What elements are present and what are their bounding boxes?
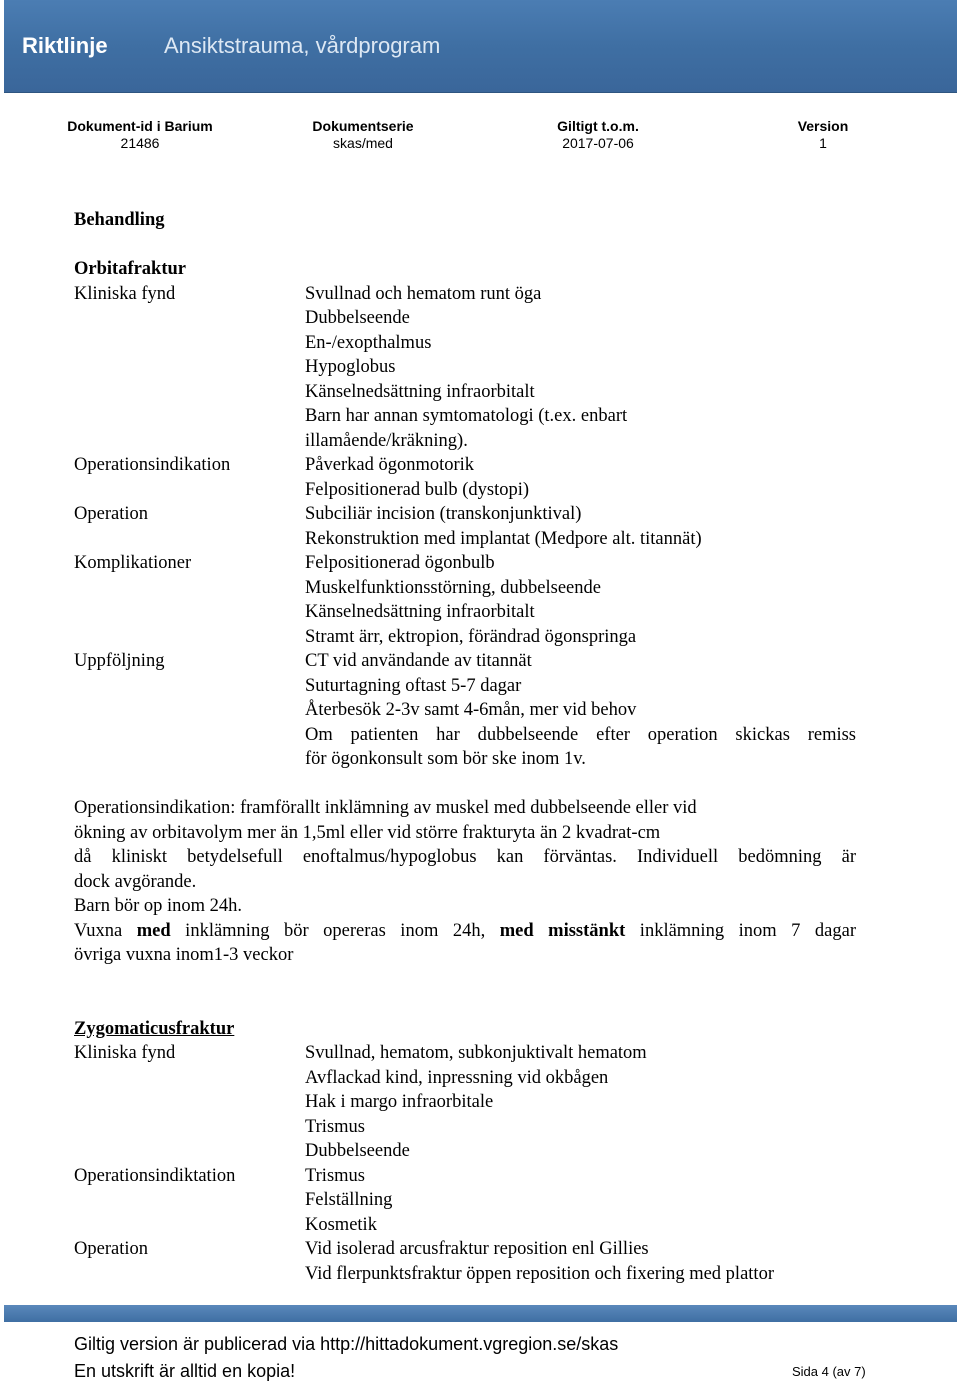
row-label: Operationsindiktation	[74, 1165, 236, 1186]
zygoma-table	[74, 1041, 856, 1286]
value-line: Trismus	[305, 1165, 365, 1186]
row-values	[305, 453, 856, 502]
value-line: Kosmetik	[305, 1214, 377, 1235]
meta-version: Version 1	[797, 118, 849, 151]
value-line: Felpositionerad bulb (dystopi)	[305, 479, 530, 500]
footer-copy-note: En utskrift är alltid en kopia!	[74, 1361, 296, 1381]
row-values	[305, 1164, 856, 1238]
value-line: Subciliär incision (transkonjunktival)	[305, 504, 582, 524]
value-line: Avflackad kind, inpressning vid okbågen	[305, 1067, 609, 1088]
document-body	[74, 208, 856, 1286]
table-row	[74, 1041, 856, 1164]
value-line: Svullnad, hematom, subkonjuktivalt hematom	[305, 1043, 647, 1063]
zygoma-title: Zygomaticusfraktur	[74, 1018, 235, 1039]
value-line: Vid isolerad arcusfraktur reposition enl Gillies	[305, 1239, 649, 1259]
value-line: Svullnad och hematom runt öga	[305, 283, 542, 304]
value-line: Känselnedsättning infraorbitalt	[305, 381, 535, 402]
row-values	[305, 502, 856, 551]
row-label: Komplikationer	[74, 553, 192, 573]
page-number: Sida 4 (av 7)	[792, 1364, 866, 1379]
table-row	[74, 1164, 856, 1238]
section-title: Behandling	[74, 210, 165, 230]
table-row	[74, 453, 856, 502]
row-label: Operation	[74, 504, 148, 524]
value-line: illamående/kräkning).	[305, 430, 468, 451]
footer-bar	[4, 1305, 957, 1322]
value-line: Rekonstruktion med implantat (Medpore alt. titannät)	[305, 528, 702, 549]
value-line: Dubbelseende	[305, 308, 410, 328]
value-line: Barn har annan symtomatologi (t.ex. enbart	[305, 406, 628, 426]
table-row	[74, 1237, 856, 1286]
value-line: Hak i margo infraorbitale	[305, 1092, 494, 1112]
value-line: Vid flerpunktsfraktur öppen reposition och fixering med plattor	[305, 1263, 774, 1284]
row-label: Operation	[74, 1239, 148, 1259]
value-line: Stramt ärr, ektropion, förändrad ögonspringa	[305, 626, 637, 647]
value-line: för ögonkonsult som bör ske inom 1v.	[305, 749, 586, 769]
value-line: Muskelfunktionsstörning, dubbelseende	[305, 577, 601, 598]
document-title: Ansiktstrauma, vårdprogram	[164, 33, 441, 58]
table-row	[74, 649, 856, 772]
footer-link-text: Giltig version är publicerad via http://hittadokument.vgregion.se/skas	[74, 1334, 619, 1354]
row-values	[305, 282, 856, 454]
meta-document-series: Dokumentserie skas/med	[312, 118, 414, 151]
row-values	[305, 551, 856, 649]
value-line: Trismus	[305, 1116, 365, 1137]
value-line: Felpositionerad ögonbulb	[305, 553, 495, 573]
value-line: Suturtagning oftast 5-7 dagar	[305, 675, 522, 696]
row-label: Kliniska fynd	[74, 283, 176, 304]
document-type: Riktlinje	[22, 33, 108, 58]
value-line: Om patienten har dubbelseende efter operation skickas remiss	[305, 724, 856, 745]
value-line: En-/exopthalmus	[305, 332, 432, 353]
value-line: Påverkad ögonmotorik	[305, 455, 475, 475]
table-row	[74, 282, 856, 454]
value-line: Återbesök 2-3v samt 4-6mån, mer vid behov	[305, 700, 637, 720]
value-line: Felställning	[305, 1190, 393, 1210]
value-line: Dubbelseende	[305, 1141, 410, 1161]
table-row	[74, 551, 856, 649]
row-label: Operationsindikation	[74, 455, 231, 475]
meta-document-id: Dokument-id i Barium 21486	[67, 118, 213, 151]
orbita-table	[74, 282, 856, 772]
table-row	[74, 502, 856, 551]
value-line: Hypoglobus	[305, 357, 396, 377]
orbita-title: Orbitafraktur	[74, 259, 187, 279]
value-line: CT vid användande av titannät	[305, 651, 532, 671]
row-label: Kliniska fynd	[74, 1043, 176, 1063]
row-values	[305, 1041, 856, 1164]
header-banner	[4, 0, 957, 93]
row-label: Uppföljning	[74, 651, 165, 671]
row-values	[305, 649, 856, 772]
value-line: Känselnedsättning infraorbitalt	[305, 602, 535, 622]
indication-paragraph: Operationsindikation: framförallt inklämning av muskel med dubbelseende eller vid ökning av orbitavolym mer än 1,5ml eller vid större frakturyta än 2 kvadrat-cm då kliniskt betydelsefull enoftalmus/hypoglobus kan förväntas. Individuell bedömning är dock avgörande. Barn bör op inom 24h. Vuxna med inklämning bör opereras inom 24h, med misstänkt inklämning inom 7 dagar övriga vuxna inom1-3 veckor	[74, 798, 856, 965]
row-values	[305, 1237, 856, 1286]
meta-valid-until: Giltigt t.o.m. 2017-07-06	[557, 118, 639, 151]
